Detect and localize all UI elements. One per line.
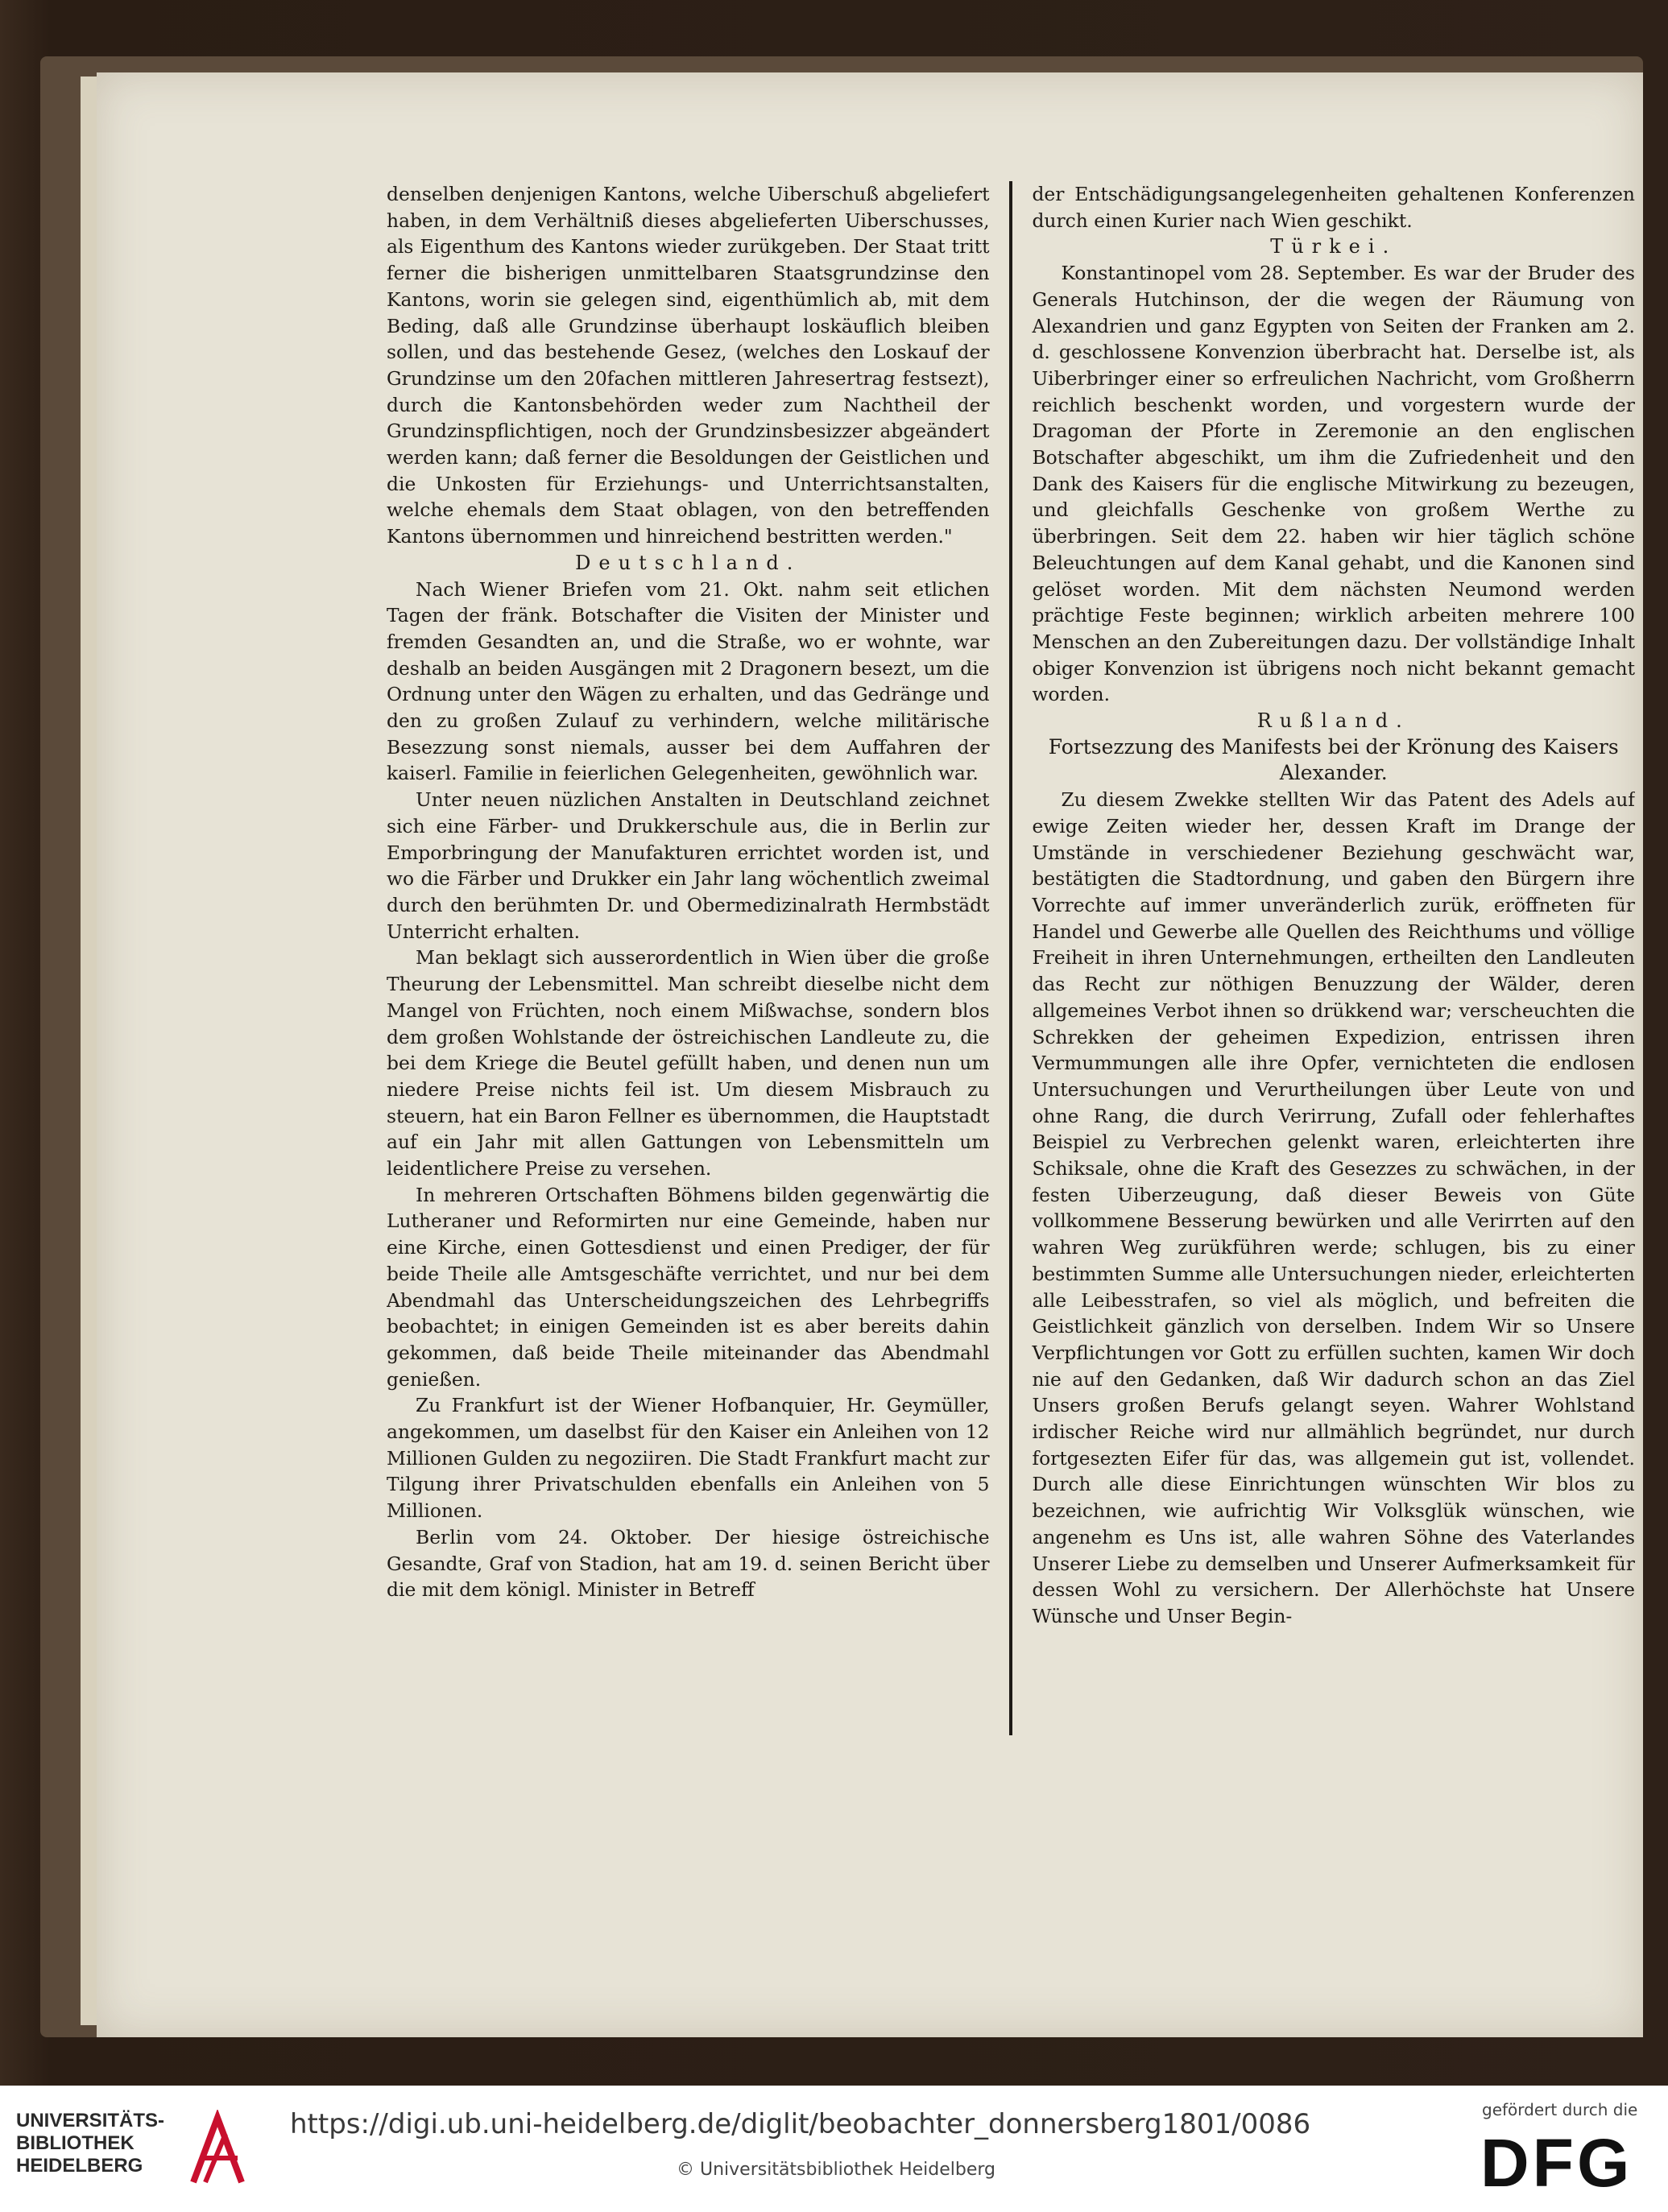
section-heading: Rußland. [1256,709,1410,733]
paragraph: Zu diesem Zwekke stellten Wir das Patent des Adels auf ewige Zeiten wieder her, dessen Kraft im Drange der Umstände in verschiedener Beziehung geschwächt war, bestätigten die Stadtordnung, und gaben den Bürgern ihre Vorrechte auf immer unveränderlich zurük, eröffneten für Handel und Gewerbe alle Quellen des Reichthums und völlige Freiheit in ihren Unternehmungen, ertheilten den Landleuten das Recht zur nöthigen Benuzzung der Wälder, deren allgemeines Verbot ihnen so drükkend war; verscheuchten die Schrekken der geheimen Expedizion, entrissen ihren Vermummungen alle ihre Opfer, vernichteten die endlosen Untersuchungen und Verurtheilungen über Leute von und ohne Rang, die durch Verirrung, Zufall oder fehlerhaftes Beispiel zu Verbrechen gelenkt waren, erleichterten ihre Schiksale, ohne die Kraft des Gesezzes zu schwächen, in der festen Uiberzeugung, daß dieser Beweis von Güte vollkommene Besserung bewürken und alle Verirrten auf den wahren Weg zurükführen werde; schlugen, bis zu einer bestimmten Summe alle Untersuchungen nieder, erleichterten alle Leibesstrafen, so viel als möglich, und befreiten die Geistlichkeit gänzlich von derselben. Indem Wir so Unsere Verpflichtungen vor Gott zu erfüllen suchten, kamen Wir doch nie auf den Gedanken, daß Wir dadurch schon an das Ziel Unsers großen Berufs gelangt seyen. Wahrer Wohlstand irdischer Reiche wird nur allmählich begründet, nur durch fortgesezten Eifer für das, was allgemein gut ist, vollendet. Durch alle diese Einrichtungen wünschten Wir blos zu bezeichnen, wie aufrichtig Wir Volksglük wünschen, wie angenehm es Uns ist, alle wahren Söhne des Vaterlandes Unserer Liebe zu demselben und Unserer Aufmerksamkeit für dessen Wohl zu versichern. Der Allerhöchste hat Unsere Wünsche und Unser Begin- [1032,788,1635,1627]
ub-logo-text [16,2110,164,2177]
right-column [1016,181,1635,1735]
copyright-text: © Universitätsbibliothek Heidelberg [677,2160,996,2180]
viewer-footer [0,2086,1668,2212]
ub-logo-mark-icon [177,2110,258,2190]
paragraph: der Entschädigungsangelegenheiten gehaltenen Konferenzen durch einen Kurier nach Wien geschikt. [1032,183,1635,232]
paragraph: Man beklagt sich ausserordentlich in Wien über die große Theurung der Lebensmittel. Man schreibt dieselbe nicht dem Mangel von Früchten, noch einem Mißwachse, sondern blos dem großen Wohlstande der östreichischen Landleute zu, die bei dem Kriege die Beutel gefüllt haben, und denen nun um niedere Preise nichts feil ist. Um diesem Misbrauch zu steuern, hat ein Baron Fellner es übernommen, die Hauptstadt auf ein Jahr mit allen Gattungen von Lebensmitteln um leidentlichere Preise zu versehen. [387,946,990,1180]
dfg-logo[interactable]: DFG [1480,2125,1633,2201]
left-column [387,181,1006,1735]
column-divider [1009,181,1013,1735]
section-heading: Türkei. [1270,235,1397,258]
paragraph: In mehreren Ortschaften Böhmens bilden gegenwärtig die Lutheraner und Reformirten nur eine Gemeinde, haben nur eine Kirche, einen Gottesdienst und einen Prediger, der für beide Theile alle Amtsgeschäfte verrichtet, und nur bei dem Abendmahl das Unterscheidungszeichen des Lehrbegriffs beobachtet; in einigen Gemeinden ist es aber bereits dahin gekommen, daß beide Theile miteinander das Abendmahl genießen. [387,1183,990,1391]
paragraph: Unter neuen nüzlichen Anstalten in Deutschland zeichnet sich eine Färber- und Drukkerschule aus, die in Berlin zur Emporbringung der Manufakturen errichtet worden ist, und wo die Färber und Drukker ein Jahr lang wöchentlich zweimal durch den berühmten Dr. und Obermedizinalrath Hermbstädt Unterricht erhalten. [387,788,990,943]
paragraph: Nach Wiener Briefen vom 21. Okt. nahm seit etlichen Tagen der fränk. Botschafter die Visiten der Minister und fremden Gesandten an, und die Straße, wo er wohnte, war deshalb an beiden Ausgängen mit 2 Dragonern besezt, um die Ordnung unter den Wägen zu erhalten, und das Gedränge und den zu großen Zulauf zu verhindern, welche militärische Besezzung sonst niemals, ausser bei dem Auffahren der kaiserl. Familie in feierlichen Gelegenheiten, gewöhnlich war. [387,577,990,785]
ub-line-1: UNIVERSITÄTS- [16,2110,165,2131]
text-columns [387,181,1635,1735]
paragraph: denselben denjenigen Kantons, welche Uiberschuß abgeliefert haben, in dem Verhältniß dieses abgelieferten Uiberschusses, als Eigenthum des Kantons wieder zurükgeben. Der Staat tritt ferner die bisherigen unmittelbaren Staatsgrundzinse den Kantons, worin sie gelegen sind, eigenthümlich ab, mit dem Beding, daß alle Grundzinse überhaupt loskäuflich bleiben sollen, und das bestehende Gesez, (welches den Loskauf der Grundzinse um den 20fachen mittleren Jahresertrag festsezt), durch die Kantonsbehörden weder zum Nachtheil der Grundzinspflichtigen, noch der Grundzinsbesizzer abgeändert werden kann; daß ferner die Besoldungen der Geistlichen und die Unkosten für Erziehungs- und Unterrichtsanstalten, welche ehemals dem Staat oblagen, von den betreffenden Kantons übernommen und hinreichend bestritten werden." [387,183,990,548]
dfg-funding-label: gefördert durch die [1482,2100,1638,2119]
paragraph: Konstantinopel vom 28. September. Es war der Bruder des Generals Hutchinson, der die wegen der Räumung von Alexandrien und ganz Egypten von Seiten der Franken am 2. d. geschlossene Konvenzion überbracht hat. Derselbe ist, als Uiberbringer einer so erfreulichen Nachricht, vom Großherrn reichlich beschenkt worden, und vorgestern wurde der Dragoman der Pforte in Zeremonie an den englischen Botschafter abgeschikt, um ihm die Zufriedenheit und den Dank des Kaisers für die englische Mitwirkung zu bezeugen, und gleichfalls Geschenke von großem Werthe zu überbringen. Seit dem 22. haben wir hier täglich schöne Beleuchtungen auf dem Kanal gehabt, und die Kanonen sind gelöset worden. Mit dem nächsten Neumond werden prächtige Feste beginnen; wirklich arbeiten mehrere 100 Menschen an den Zubereitungen dazu. Der vollständige Inhalt obiger Konvenzion ist übrigens noch nicht bekannt gemacht worden. [1032,262,1635,706]
section-heading: Deutschland. [575,551,801,574]
page-url-link[interactable]: https://digi.ub.uni-heidelberg.de/diglit/beobachter_donnersberg1801/0086 [290,2108,1311,2140]
section-subheading: Fortsezzung des Manifests bei der Krönung des Kaisers Alexander. [1048,734,1619,785]
paragraph: Zu Frankfurt ist der Wiener Hofbanquier, Hr. Geymüller, angekommen, um daselbst für den Kaiser ein Anleihen von 12 Millionen Gulden zu negoziiren. Die Stadt Frankfurt macht zur Tilgung ihrer Privatschulden ebenfalls ein Anleihen von 5 Millionen. [387,1394,990,1523]
ub-line-2: BIBLIOTHEK [16,2132,135,2154]
paragraph: Berlin vom 24. Oktober. Der hiesige östreichische Gesandte, Graf von Stadion, hat am 19. d. seinen Bericht über die mit dem königl. Minister in Betreff [387,1525,990,1602]
ub-heidelberg-logo[interactable] [16,2110,282,2190]
ub-line-3: HEIDELBERG [16,2155,143,2177]
